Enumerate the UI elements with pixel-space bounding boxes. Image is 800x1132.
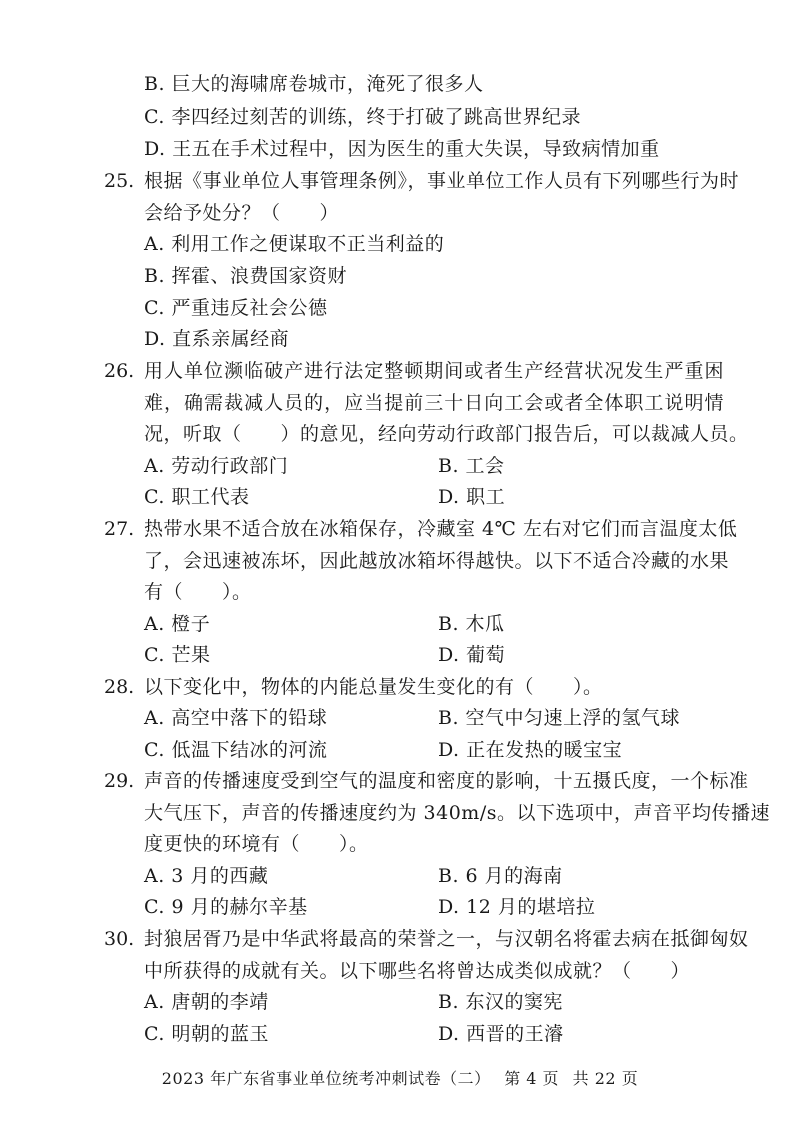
q25-option-a: A. 利用工作之便谋取不正当利益的 [144,233,445,255]
footer-page-number: 第 4 页 [504,1069,560,1088]
q29-option-c: C. 9 月的赫尔辛基 [144,896,308,918]
q25-stem-line: 会给予处分？（ ） [144,202,340,224]
q27-number: 27. [104,518,135,540]
q28-number: 28. [104,676,135,698]
q28-option-d: D. 正在发热的暖宝宝 [438,739,623,761]
q29-stem-line: 度更快的环境有（ ）。 [144,833,369,855]
q26-option-a: A. 劳动行政部门 [144,455,289,477]
q29-option-a: A. 3 月的西藏 [144,865,269,887]
q27-option-a: A. 橙子 [144,613,211,635]
q29-option-d: D. 12 月的堪培拉 [438,896,596,918]
q30-option-c: C. 明朝的蓝玉 [144,1023,269,1045]
q26-number: 26. [104,360,135,382]
q26-stem-line: 难，确需裁减人员的，应当提前三十日向工会或者全体职工说明情 [144,392,724,414]
q27-stem-line: 热带水果不适合放在冰箱保存，冷藏室 4℃ 左右对它们而言温度太低 [144,518,738,540]
q28-stem-line: 以下变化中，物体的内能总量发生变化的有（ ）。 [144,676,603,698]
q26-stem-line: 况，听取（ ）的意见，经向劳动行政部门报告后，可以裁减人员。 [144,423,749,445]
q25-stem-line: 根据《事业单位人事管理条例》，事业单位工作人员有下列哪些行为时 [144,170,740,192]
q29-stem-line: 大气压下，声音的传播速度约为 340m/s。以下选项中，声音平均传播速 [144,802,770,824]
q29-stem-line: 声音的传播速度受到空气的温度和密度的影响，十五摄氏度，一个标准 [144,770,749,792]
q27-stem-line: 有（ ）。 [144,581,252,603]
q29-option-b: B. 6 月的海南 [438,865,563,887]
q26-option-c: C. 职工代表 [144,486,250,508]
q27-option-b: B. 木瓜 [438,613,505,635]
q30-option-a: A. 唐朝的李靖 [144,991,269,1013]
q25-option-d: D. 直系亲属经商 [144,328,290,350]
page-footer [0,1068,800,1090]
q25-option-c: C. 严重违反社会公德 [144,297,328,319]
q24-option-d: D. 王五在手术过程中，因为医生的重大失误，导致病情加重 [144,138,660,160]
q28-option-b: B. 空气中匀速上浮的氢气球 [438,707,681,729]
q27-option-d: D. 葡萄 [438,644,506,666]
q30-option-b: B. 东汉的窦宪 [438,991,564,1013]
q30-stem-line: 中所获得的成就有关。以下哪些名将曾达成类似成就？（ ） [144,960,691,982]
q30-option-d: D. 西晋的王濬 [438,1023,564,1045]
q27-option-c: C. 芒果 [144,644,211,666]
q27-stem-line: 了，会迅速被冻坏，因此越放冰箱坏得越快。以下不适合冷藏的水果 [144,550,730,572]
q25-option-b: B. 挥霍、浪费国家资财 [144,265,348,287]
q26-option-b: B. 工会 [438,455,505,477]
q28-option-c: C. 低温下结冰的河流 [144,739,328,761]
q24-option-c: C. 李四经过刻苦的训练，终于打破了跳高世界纪录 [144,106,581,128]
footer-total-pages: 共 22 页 [572,1069,639,1088]
q29-number: 29. [104,770,135,792]
q25-number: 25. [104,170,135,192]
q26-option-d: D. 职工 [438,486,506,508]
q26-stem-line: 用人单位濒临破产进行法定整顿期间或者生产经营状况发生严重困 [144,360,724,382]
q24-option-b: B. 巨大的海啸席卷城市，淹死了很多人 [144,73,484,95]
q30-number: 30. [104,928,135,950]
footer-title: 2023 年广东省事业单位统考冲刺试卷（二） [161,1069,491,1088]
q30-stem-line: 封狼居胥乃是中华武将最高的荣誉之一，与汉朝名将霍去病在抵御匈奴 [144,928,749,950]
q28-option-a: A. 高空中落下的铅球 [144,707,328,729]
